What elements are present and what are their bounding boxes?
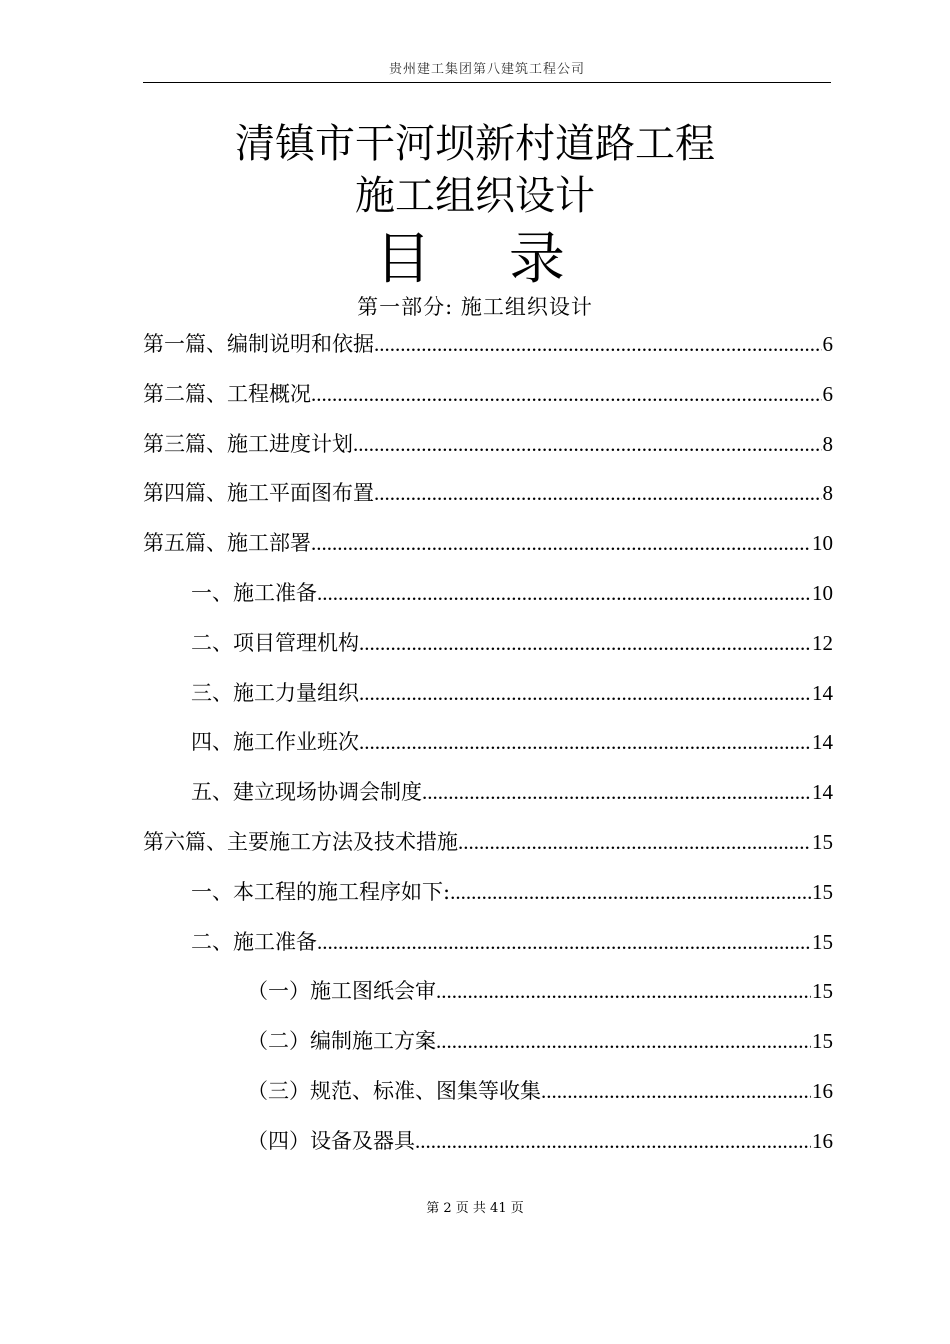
toc-entry-label: 第三篇、施工进度计划 xyxy=(143,431,353,456)
toc-entry[interactable] xyxy=(143,519,833,569)
table-of-contents xyxy=(143,320,833,1167)
toc-entry[interactable] xyxy=(143,1067,833,1117)
toc-entry-label: 五、建立现场协调会制度 xyxy=(191,780,422,805)
page-header: 贵州建工集团第八建筑工程公司 xyxy=(388,62,585,77)
toc-entry-page: 10 xyxy=(812,580,833,605)
toc-leader-dots xyxy=(422,768,811,818)
toc-entry-label: 第五篇、施工部署 xyxy=(143,531,311,556)
toc-entry-page: 15 xyxy=(812,979,833,1004)
toc-entry[interactable] xyxy=(143,420,833,470)
toc-entry[interactable] xyxy=(143,370,833,420)
toc-entry-page: 15 xyxy=(812,1029,833,1054)
toc-entry-label: 第六篇、主要施工方法及技术措施 xyxy=(143,829,458,854)
toc-entry[interactable] xyxy=(143,1017,833,1067)
project-title: 清镇市干河坝新村道路工程 xyxy=(235,121,715,167)
toc-leader-dots xyxy=(359,718,811,768)
toc-leader-dots xyxy=(359,619,811,669)
toc-leader-dots xyxy=(415,1117,811,1167)
toc-entry-page: 6 xyxy=(822,332,833,356)
toc-entry-page: 16 xyxy=(812,1128,833,1153)
toc-leader-dots xyxy=(450,868,811,918)
toc-entry[interactable] xyxy=(143,569,833,619)
toc-entry[interactable] xyxy=(143,669,833,719)
toc-entry[interactable] xyxy=(143,718,833,768)
toc-leader-dots xyxy=(436,967,811,1017)
header-rule xyxy=(143,82,831,83)
document-title: 施工组织设计 xyxy=(355,173,595,219)
toc-entry[interactable] xyxy=(143,967,833,1017)
toc-leader-dots xyxy=(317,918,811,968)
toc-entry-label: 一、本工程的施工程序如下: xyxy=(191,879,451,904)
toc-leader-dots xyxy=(374,320,822,370)
toc-entry-label: 第四篇、施工平面图布置 xyxy=(143,481,374,506)
toc-entry[interactable] xyxy=(143,918,833,968)
toc-entry-label: 二、项目管理机构 xyxy=(191,630,359,655)
toc-leader-dots xyxy=(458,818,811,868)
toc-entry-page: 6 xyxy=(822,381,833,406)
toc-entry-label: 三、施工力量组织 xyxy=(191,680,359,705)
toc-entry-page: 12 xyxy=(812,630,833,655)
toc-entry-label: （二）编制施工方案 xyxy=(247,1029,436,1054)
toc-leader-dots xyxy=(311,519,811,569)
toc-leader-dots xyxy=(541,1067,811,1117)
toc-entry-label: （四）设备及器具 xyxy=(247,1128,415,1153)
toc-leader-dots xyxy=(353,420,822,470)
toc-entry[interactable] xyxy=(143,818,833,868)
toc-leader-dots xyxy=(436,1017,811,1067)
toc-entry-label: （一）施工图纸会审 xyxy=(247,979,436,1004)
toc-entry-page: 8 xyxy=(822,481,833,506)
page-footer: 第 2 页 共 41 页 xyxy=(426,1201,524,1216)
toc-entry-page: 16 xyxy=(812,1078,833,1103)
toc-entry-label: 二、施工准备 xyxy=(191,929,317,954)
section-heading: 第一部分: 施工组织设计 xyxy=(357,295,593,319)
toc-entry-page: 8 xyxy=(822,431,833,456)
toc-leader-dots xyxy=(374,469,822,519)
toc-entry-label: 一、施工准备 xyxy=(191,580,317,605)
toc-entry-label: （三）规范、标准、图集等收集 xyxy=(247,1078,541,1103)
toc-entry-page: 14 xyxy=(812,680,833,705)
toc-entry-page: 15 xyxy=(812,929,833,954)
toc-entry-label: 第一篇、编制说明和依据 xyxy=(143,332,374,356)
toc-heading: 目 录 xyxy=(375,227,595,292)
toc-leader-dots xyxy=(359,669,811,719)
toc-entry-page: 14 xyxy=(812,780,833,805)
toc-entry-label: 第二篇、工程概况 xyxy=(143,381,311,406)
toc-leader-dots xyxy=(311,370,822,420)
toc-entry[interactable] xyxy=(143,868,833,918)
toc-entry-page: 10 xyxy=(812,531,833,556)
toc-leader-dots xyxy=(317,569,811,619)
toc-entry[interactable] xyxy=(143,469,833,519)
toc-entry-page: 14 xyxy=(812,730,833,755)
toc-entry[interactable] xyxy=(143,320,833,370)
toc-entry-page: 15 xyxy=(812,829,833,854)
toc-entry[interactable] xyxy=(143,768,833,818)
toc-entry-page: 15 xyxy=(812,879,833,904)
toc-entry[interactable] xyxy=(143,1117,833,1167)
toc-entry[interactable] xyxy=(143,619,833,669)
toc-entry-label: 四、施工作业班次 xyxy=(191,730,359,755)
